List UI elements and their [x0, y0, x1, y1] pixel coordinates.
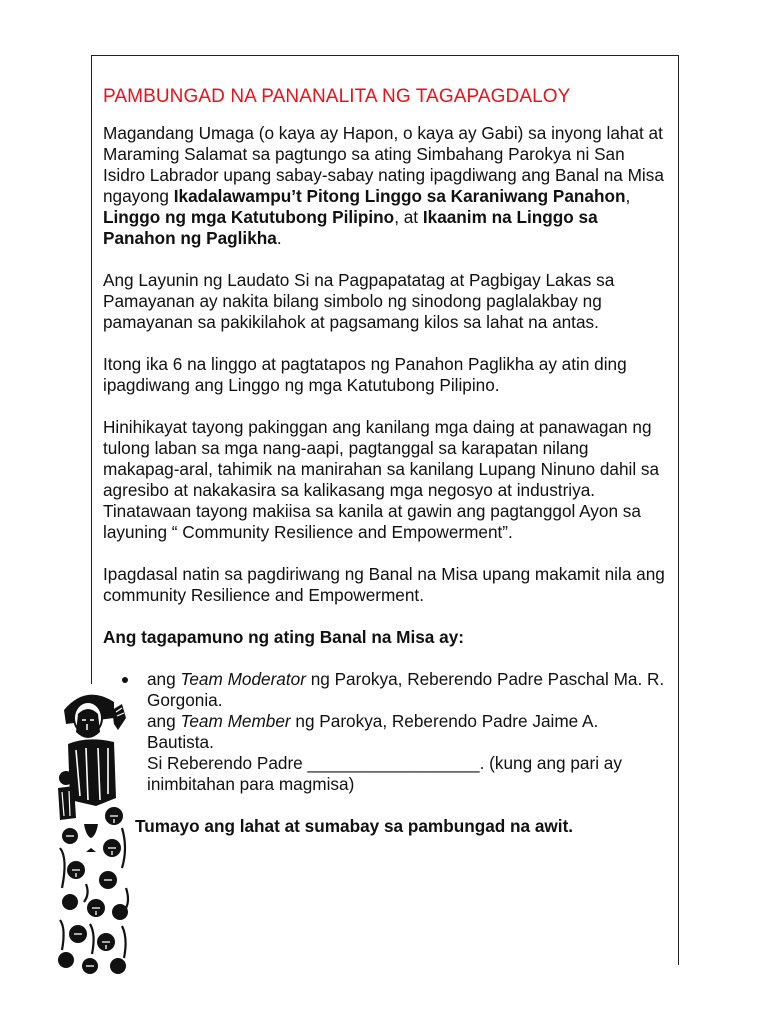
celebrant-role: Team Member [180, 711, 291, 731]
christ-and-apostles-woodcut-icon [56, 688, 132, 978]
appeal-paragraph: Hinihikayat tayong pakinggan ang kanilang mga daing at panawagan ng tulong laban sa mga nang-aapi, pagtanggal sa karapatan nilang makapag-aral, tahimik na manirahan sa kanilang Lupang Ninuno dahil sa agresibo at nakakasira sa kalikasang mga negosyo at industriya. Tinatawaan tayong makiisa sa kanila at gawin ang pagtanggol Ayon sa layuning “ Community Resilience and Empowerment”. [103, 417, 660, 542]
laudato-si-paragraph: Ang Layunin ng Laudato Si na Pagpapatatag at Pagbigay Lakas sa Pamayanan ay nakita bilang simbolo ng sinodong paglalakbay ng pamayanan sa pakikilahok at pagsamang kilos sa lahat na antas. [103, 270, 615, 332]
celebrant-name: ng Parokya, Reberendo Padre Paschal Ma. R. Gorgonia. [147, 669, 665, 710]
list-item [147, 753, 669, 795]
celebrant-name: ng Parokya, Reberendo Padre Jaime A. Bautista. [147, 711, 599, 752]
celebrants-heading: Ang tagapamuno ng ating Banal na Misa ay: [103, 627, 464, 647]
list-item [147, 711, 669, 753]
creation-season-bold: Ikaanim na Linggo sa Panahon ng Paglikha [103, 207, 598, 248]
sunday-name-bold: Ikadalawampu’t Pitong Linggo sa Karaniwang Panahon [173, 186, 626, 206]
welcome-paragraph [103, 123, 669, 249]
document-body [103, 86, 669, 795]
celebrant-prefix: ang [147, 711, 181, 731]
separator-text: , at [394, 207, 423, 227]
period-text: . [276, 228, 282, 248]
celebrants-list [103, 669, 669, 795]
page-title: PAMBUNGAD NA PANANALITA NG TAGAPAGDALOY [103, 86, 571, 107]
celebrant-prefix: ang [147, 669, 181, 689]
welcome-intro-text: Magandang Umaga (o kaya ay Hapon, o kaya ay Gabi) sa inyong lahat at Maraming Salamat sa pagtungo sa ating Simbahang Parokya ni San Isidro Labrador upang sabay-sabay nating ipagdiwang ang Banal na Misa ngayong [103, 123, 664, 206]
celebrant-prefix: Si Reberendo Padre __________________. (kung ang pari ay inimbitahan para magmisa) [147, 753, 622, 794]
separator-text: , [625, 186, 631, 206]
indigenous-sunday-bold: Linggo ng mga Katutubong Pilipino [103, 207, 395, 227]
celebrant-role: Team Moderator [180, 669, 306, 689]
list-item [147, 669, 669, 711]
closing-instruction: Tumayo ang lahat at sumabay sa pambungad na awit. [135, 816, 574, 836]
prayer-paragraph: Ipagdasal natin sa pagdiriwang ng Banal na Misa upang makamit nila ang community Resilience and Empowerment. [103, 564, 665, 605]
sixth-week-paragraph: Itong ika 6 na linggo at pagtatapos ng Panahon Paglikha ay atin ding ipagdiwang ang Linggo ng mga Katutubong Pilipino. [103, 354, 627, 395]
